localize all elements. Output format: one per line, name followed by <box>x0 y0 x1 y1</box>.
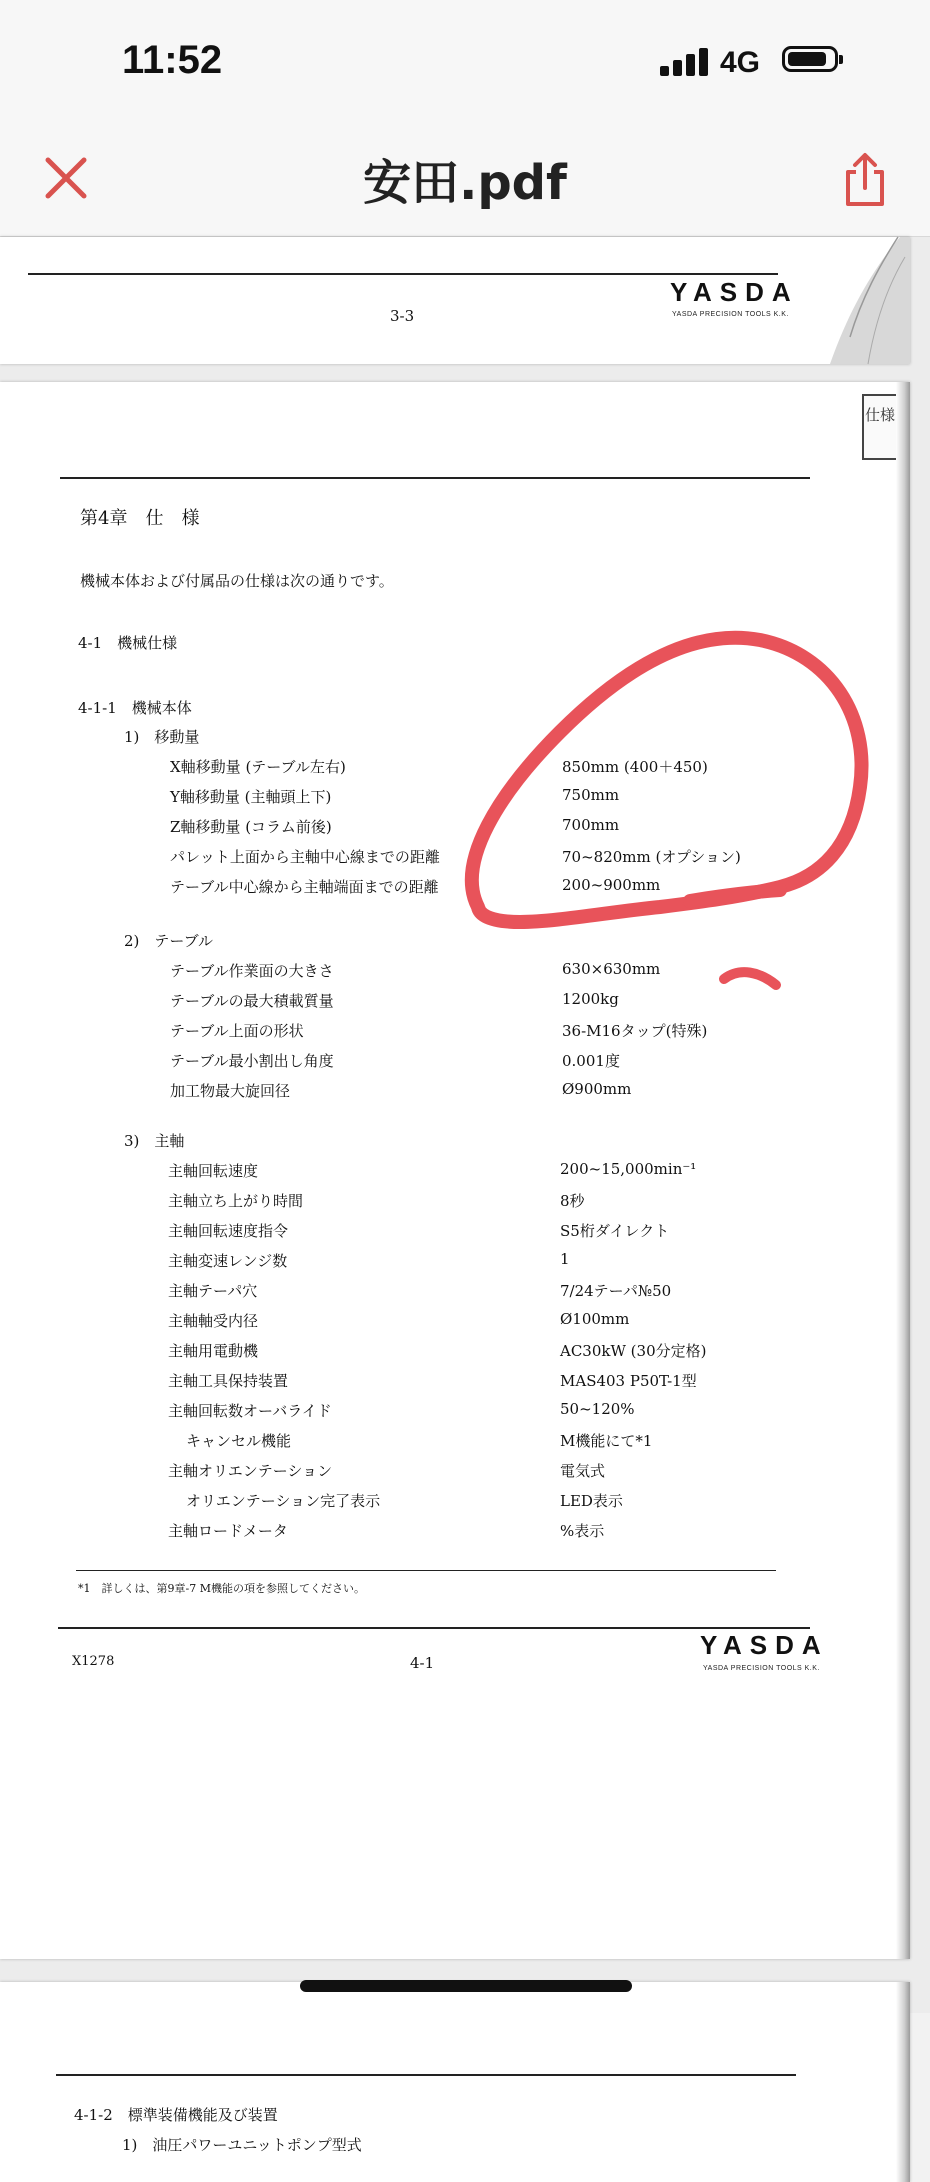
spec-value: M機能にて*1 <box>560 1432 653 1450</box>
pdf-page-3-3 <box>0 237 910 364</box>
spec-value: 36-M16タップ(特殊) <box>562 1022 708 1040</box>
yasda-logo-sub: YASDA PRECISION TOOLS K.K. <box>672 311 789 318</box>
spec-label: 主軸オリエンテーション <box>168 1462 333 1480</box>
spec-value: MAS403 P50T-1型 <box>560 1372 697 1390</box>
spec-value: 7/24テーパ№50 <box>560 1282 672 1300</box>
yasda-logo: YASDA <box>700 1630 829 1660</box>
yasda-logo: YASDA <box>670 277 799 307</box>
status-time: 11:52 <box>122 38 223 82</box>
spec-label: キャンセル機能 <box>186 1432 292 1450</box>
spec-label: 加工物最大旋回径 <box>170 1082 291 1100</box>
network-type: 4G <box>720 46 761 79</box>
group-title: 1) 油圧パワーユニットポンプ型式 <box>122 2136 362 2154</box>
spec-value: 700mm <box>562 816 620 834</box>
spec-label: 主軸軸受内径 <box>168 1312 259 1330</box>
page-rule <box>28 273 778 275</box>
spec-label: オリエンテーション完了表示 <box>186 1492 381 1510</box>
close-icon <box>38 150 94 206</box>
share-button[interactable] <box>838 150 892 210</box>
spec-label: テーブル作業面の大きさ <box>170 962 334 980</box>
spec-label: 主軸工具保持装置 <box>168 1372 289 1390</box>
index-tab: 仕様 <box>862 394 896 460</box>
spec-value: 630×630mm <box>562 960 661 978</box>
page-number: 3-3 <box>390 307 415 325</box>
share-icon <box>838 150 892 210</box>
spec-label: 主軸回転数オーバライド <box>168 1402 332 1420</box>
spec-value: 750mm <box>562 786 620 804</box>
pdf-page-next <box>0 1982 910 2182</box>
spec-label: テーブル上面の形状 <box>170 1022 304 1040</box>
status-bar <box>0 0 930 120</box>
spec-value: S5桁ダイレクト <box>560 1222 670 1240</box>
spec-label: X軸移動量 (テーブル左右) <box>170 758 346 776</box>
spec-value: 200~900mm <box>562 876 661 894</box>
spec-label: パレット上面から主軸中心線までの距離 <box>170 848 440 866</box>
spec-label: テーブル中心線から主軸端面までの距離 <box>170 878 439 896</box>
red-mark-annotation <box>0 382 910 1959</box>
signal-icon <box>660 48 710 76</box>
spec-value: 70~820mm (オプション) <box>562 848 741 866</box>
spec-label: 主軸回転速度指令 <box>168 1222 289 1240</box>
subsection-heading: 4-1-1 機械本体 <box>78 699 192 717</box>
group-title: 3) 主軸 <box>124 1132 185 1150</box>
intro-text: 機械本体および付属品の仕様は次の通りです。 <box>80 572 394 590</box>
nav-bar <box>0 120 930 237</box>
spec-label: 主軸変速レンジ数 <box>168 1252 288 1270</box>
spec-label: 主軸テーパ穴 <box>168 1282 258 1300</box>
subsection-heading: 4-1-2 標準装備機能及び装置 <box>74 2106 278 2124</box>
pdf-page-4-1 <box>0 382 910 1959</box>
doc-code: X1278 <box>72 1654 115 1669</box>
spec-value: 850mm (400＋450) <box>562 758 708 776</box>
page-edge-shadow <box>896 1982 910 2182</box>
spec-value: 1 <box>560 1250 570 1268</box>
header-rule <box>56 2074 796 2076</box>
page-number: 4-1 <box>410 1654 435 1672</box>
document-title: 安田.pdf <box>363 155 567 211</box>
spec-label: 主軸ロードメータ <box>168 1522 288 1540</box>
spec-value: 50~120% <box>560 1400 635 1418</box>
spec-label: 主軸用電動機 <box>168 1342 259 1360</box>
page-curl-shadow <box>780 237 910 364</box>
spec-value: AC30kW (30分定格) <box>560 1342 707 1360</box>
spec-value: 0.001度 <box>562 1052 620 1070</box>
spec-label: 主軸回転速度 <box>168 1162 259 1180</box>
chapter-heading: 第4章 仕 様 <box>80 508 200 529</box>
pdf-viewer[interactable] <box>0 237 930 2154</box>
battery-icon <box>782 46 838 72</box>
spec-label: 主軸立ち上がり時間 <box>168 1192 304 1210</box>
spec-value: Ø900mm <box>562 1080 632 1098</box>
spec-value: 8秒 <box>560 1192 585 1210</box>
home-indicator[interactable] <box>300 1980 632 1992</box>
spec-value: LED表示 <box>560 1492 623 1510</box>
spec-label: テーブルの最大積載質量 <box>170 992 334 1010</box>
group-title: 1) 移動量 <box>124 728 200 746</box>
spec-value: %表示 <box>560 1522 605 1540</box>
spec-value: 200~15,000min⁻¹ <box>560 1160 697 1178</box>
section-heading: 4-1 機械仕様 <box>78 634 178 652</box>
spec-label: Z軸移動量 (コラム前後) <box>170 818 332 836</box>
spec-label: テーブル最小割出し角度 <box>170 1052 334 1070</box>
spec-value: 電気式 <box>560 1462 606 1480</box>
close-button[interactable] <box>38 150 94 206</box>
spec-value: Ø100mm <box>560 1310 630 1328</box>
spec-label: Y軸移動量 (主軸頭上下) <box>170 788 332 806</box>
yasda-logo-sub: YASDA PRECISION TOOLS K.K. <box>703 1665 820 1672</box>
spec-value: 1200kg <box>562 990 619 1008</box>
group-title: 2) テーブル <box>124 932 214 950</box>
footnote-text: *1 詳しくは、第9章-7 M機能の項を参照してください。 <box>78 1582 365 1595</box>
